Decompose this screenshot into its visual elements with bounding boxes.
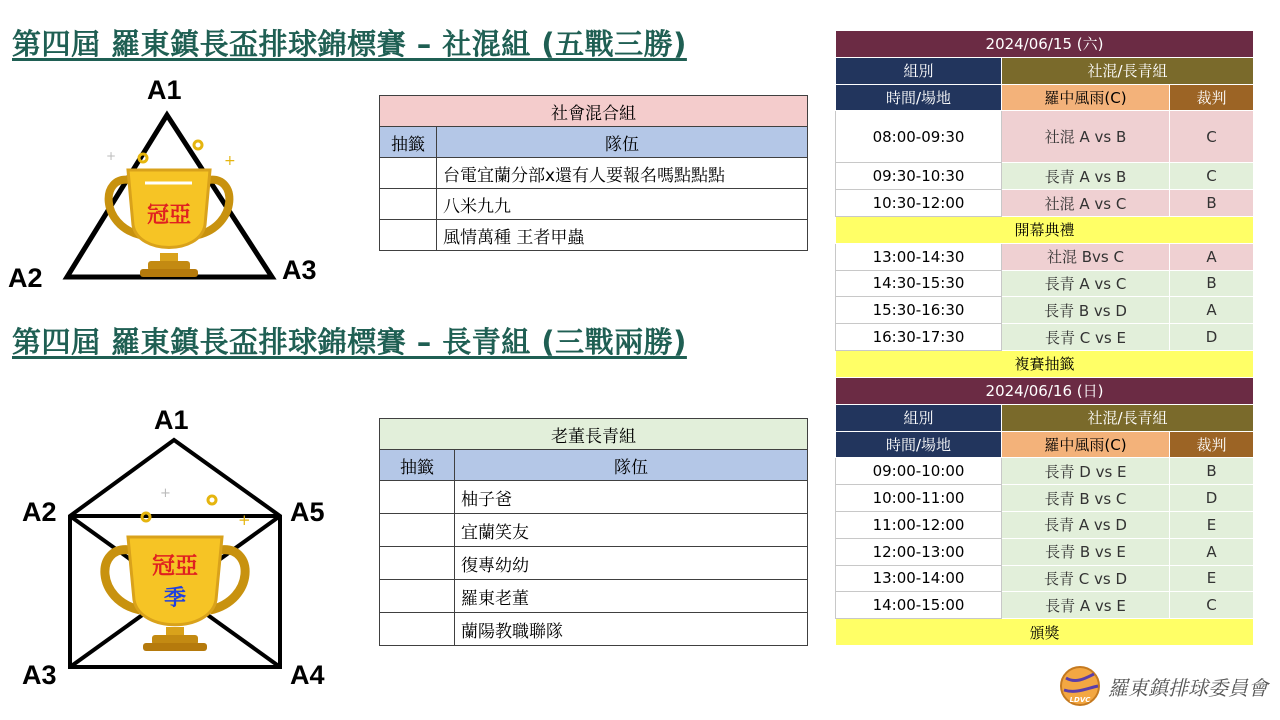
- footer-logo: [1058, 664, 1268, 708]
- match-time: 14:30-15:30: [836, 270, 1002, 297]
- node-label-a4: A4: [290, 660, 325, 690]
- table-row: [836, 324, 1254, 351]
- match-name: 長青 A vs E: [1002, 592, 1170, 619]
- table-row: [836, 111, 1254, 163]
- table-row: [836, 538, 1254, 565]
- table-row: [380, 481, 808, 514]
- trophy-text: 冠亞: [146, 203, 192, 228]
- table-row: [836, 297, 1254, 324]
- table-row: [836, 270, 1254, 297]
- match-referee: E: [1170, 565, 1254, 592]
- trophy-text: 冠亞: [152, 553, 198, 579]
- node-label-a3: A3: [282, 255, 317, 285]
- table-row: [836, 511, 1254, 538]
- match-time: 13:00-14:00: [836, 565, 1002, 592]
- match-referee: C: [1170, 592, 1254, 619]
- match-time: 12:00-13:00: [836, 538, 1002, 565]
- schedule-date: 2024/06/16 (日): [836, 378, 1254, 405]
- table-row: [836, 565, 1254, 592]
- table-row: [836, 485, 1254, 512]
- title-mixed: 第四屆 羅東鎮長盃排球錦標賽 – 社混組 (五戰三勝): [12, 27, 687, 61]
- table-row: [380, 613, 808, 646]
- logo-text: LDVC: [1069, 696, 1091, 704]
- team-name: 風情萬種 王者甲蟲: [437, 220, 808, 251]
- team-name: 八米九九: [437, 189, 808, 220]
- match-referee: B: [1170, 190, 1254, 217]
- table-row: [836, 243, 1254, 270]
- match-referee: C: [1170, 163, 1254, 190]
- match-time: 11:00-12:00: [836, 511, 1002, 538]
- schedule-date: 2024/06/15 (六): [836, 31, 1254, 58]
- match-name: 社混 Bvs C: [1002, 243, 1170, 270]
- schedule-day2: [835, 377, 1254, 646]
- node-label-a1: A1: [154, 405, 189, 435]
- schedule-day1: [835, 30, 1254, 378]
- table-row: [836, 458, 1254, 485]
- match-referee: A: [1170, 297, 1254, 324]
- match-time: 09:00-10:00: [836, 458, 1002, 485]
- team-name: 柚子爸: [455, 481, 808, 514]
- svg-text:+: +: [224, 153, 236, 169]
- column-header-draw: 抽籤: [380, 127, 437, 158]
- time-venue-label: 時間/場地: [836, 431, 1002, 458]
- match-time: 08:00-09:30: [836, 111, 1002, 163]
- bracket-diagram-mixed: [0, 75, 340, 300]
- referee-label: 裁判: [1170, 84, 1254, 111]
- column-header-draw: 抽籤: [380, 450, 455, 481]
- match-time: 10:00-11:00: [836, 485, 1002, 512]
- match-name: 長青 D vs E: [1002, 458, 1170, 485]
- footer-text: 羅東鎮排球委員會: [1108, 675, 1268, 700]
- match-referee: B: [1170, 270, 1254, 297]
- table-row: [380, 580, 808, 613]
- table-row: [836, 163, 1254, 190]
- match-time: 13:00-14:30: [836, 243, 1002, 270]
- team-table-mixed: [379, 95, 808, 251]
- match-referee: C: [1170, 111, 1254, 163]
- match-name: 社混 A vs C: [1002, 190, 1170, 217]
- envelope-bracket: [0, 405, 340, 695]
- table-header: 老董長青組: [380, 419, 808, 450]
- svg-text:+: +: [106, 149, 117, 163]
- table-row: [380, 547, 808, 580]
- node-label-a5: A5: [290, 497, 325, 527]
- match-name: 長青 A vs C: [1002, 270, 1170, 297]
- title-senior: 第四屆 羅東鎮長盃排球錦標賽 – 長青組 (三戰兩勝): [12, 325, 687, 359]
- table-row: [836, 190, 1254, 217]
- svg-text:+: +: [160, 486, 171, 501]
- referee-label: 裁判: [1170, 431, 1254, 458]
- group-label: 組別: [836, 404, 1002, 431]
- node-label-a3: A3: [22, 660, 57, 690]
- venue-label: 羅中風雨(C): [1002, 84, 1170, 111]
- time-venue-label: 時間/場地: [836, 84, 1002, 111]
- node-label-a1: A1: [147, 75, 182, 105]
- team-name: 蘭陽教職聯隊: [455, 613, 808, 646]
- match-referee: B: [1170, 458, 1254, 485]
- group-value: 社混/長青組: [1002, 57, 1254, 84]
- node-label-a2: A2: [8, 263, 43, 293]
- column-header-team: 隊伍: [437, 127, 808, 158]
- column-header-team: 隊伍: [455, 450, 808, 481]
- match-name: 社混 A vs B: [1002, 111, 1170, 163]
- venue-label: 羅中風雨(C): [1002, 431, 1170, 458]
- team-name: 台電宜蘭分部x還有人要報名嗎點點點: [437, 158, 808, 189]
- team-name: 復專幼幼: [455, 547, 808, 580]
- match-time: 10:30-12:00: [836, 190, 1002, 217]
- award-ceremony: 頒獎: [836, 619, 1254, 646]
- redraw-label: 複賽抽籤: [836, 350, 1254, 377]
- trophy-text-third: 季: [163, 586, 187, 611]
- match-referee: E: [1170, 511, 1254, 538]
- table-row: [380, 220, 808, 251]
- team-table-senior: [379, 418, 808, 646]
- match-time: 15:30-16:30: [836, 297, 1002, 324]
- team-name: 宜蘭笑友: [455, 514, 808, 547]
- match-referee: D: [1170, 324, 1254, 351]
- match-name: 長青 B vs E: [1002, 538, 1170, 565]
- volleyball-logo-icon: [1058, 664, 1102, 708]
- match-name: 長青 A vs B: [1002, 163, 1170, 190]
- table-row: [380, 514, 808, 547]
- table-row: [380, 189, 808, 220]
- match-time: 09:30-10:30: [836, 163, 1002, 190]
- team-name: 羅東老董: [455, 580, 808, 613]
- match-name: 長青 A vs D: [1002, 511, 1170, 538]
- match-referee: A: [1170, 538, 1254, 565]
- match-name: 長青 C vs D: [1002, 565, 1170, 592]
- match-name: 長青 C vs E: [1002, 324, 1170, 351]
- table-header: 社會混合組: [380, 96, 808, 127]
- table-row: [836, 592, 1254, 619]
- group-value: 社混/長青組: [1002, 404, 1254, 431]
- match-name: 長青 B vs C: [1002, 485, 1170, 512]
- node-label-a2: A2: [22, 497, 57, 527]
- bracket-diagram-senior: [0, 405, 340, 695]
- match-referee: D: [1170, 485, 1254, 512]
- match-name: 長青 B vs D: [1002, 297, 1170, 324]
- svg-text:+: +: [238, 511, 251, 529]
- match-time: 14:00-15:00: [836, 592, 1002, 619]
- match-time: 16:30-17:30: [836, 324, 1002, 351]
- match-referee: A: [1170, 243, 1254, 270]
- opening-ceremony: 開幕典禮: [836, 216, 1254, 243]
- group-label: 組別: [836, 57, 1002, 84]
- table-row: [380, 158, 808, 189]
